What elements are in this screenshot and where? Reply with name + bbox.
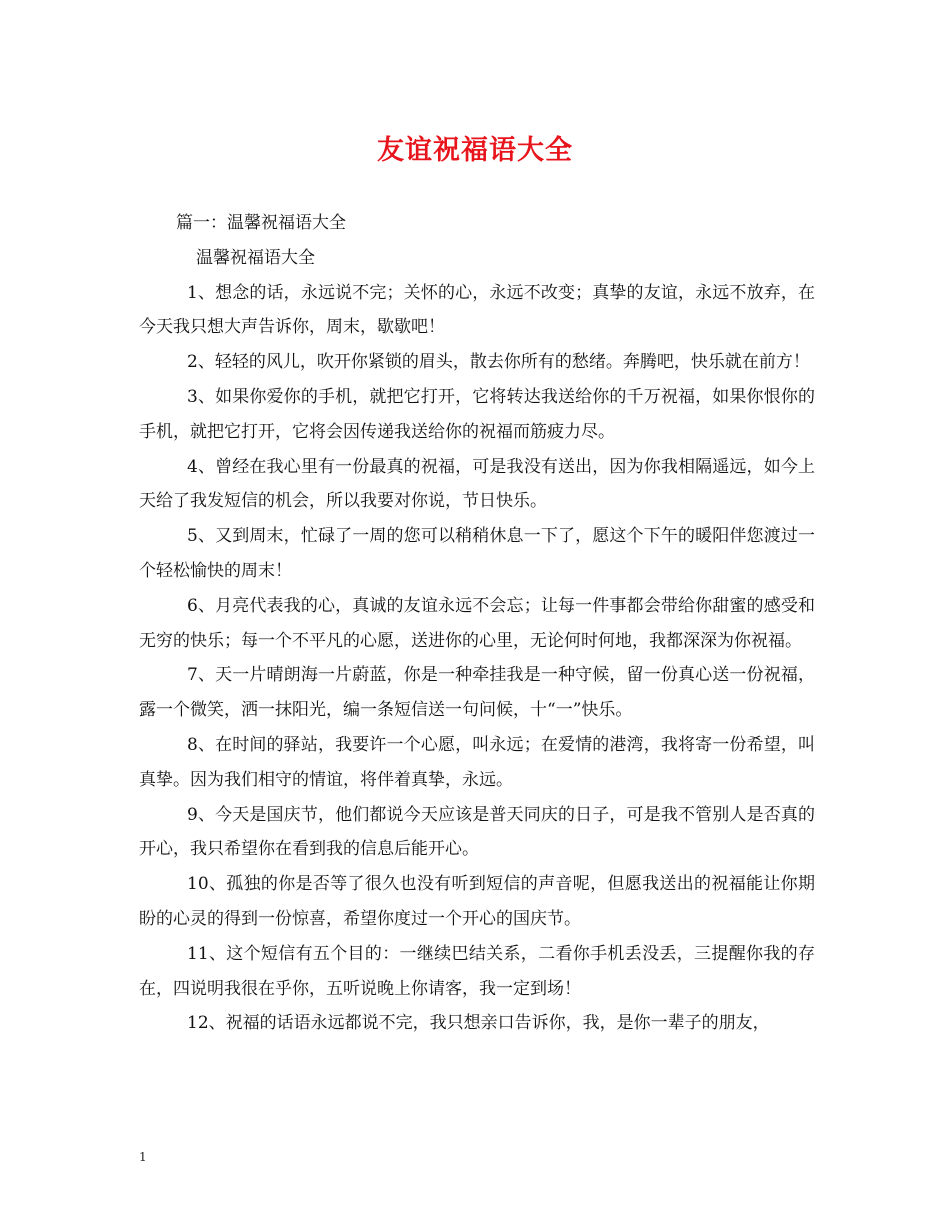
paragraph: 6、月亮代表我的心，真诚的友谊永远不会忘；让每一件事都会带给你甜蜜的感受和无穷的快乐；每一个不平凡的心愿，送进你的心里，无论何时何地，我都深深为你祝福。 bbox=[139, 595, 815, 651]
paragraph: 2、轻轻的风儿，吹开你紧锁的眉头，散去你所有的愁绪。奔腾吧，快乐就在前方！ bbox=[187, 352, 810, 373]
subheading: 温馨祝福语大全 bbox=[196, 247, 315, 268]
paragraph: 12、祝福的话语永远都说不完，我只想亲口告诉你，我，是你一辈子的朋友， bbox=[187, 1013, 770, 1034]
document-title: 友谊祝福语大全 bbox=[377, 135, 573, 166]
paragraph: 11、这个短信有五个目的：一继续巴结关系，二看你手机丢没丢，三提醒你我的存在，四说明我很在乎你，五听说晚上你请客，我一定到场！ bbox=[139, 943, 815, 999]
page-number: 1 bbox=[139, 1150, 147, 1164]
paragraph: 7、天一片晴朗海一片蔚蓝，你是一种牵挂我是一种守候，留一份真心送一份祝福，露一个微笑，洒一抹阳光，编一条短信送一句问候，十“一”快乐。 bbox=[139, 665, 815, 721]
section-heading: 篇一：温馨祝福语大全 bbox=[176, 213, 346, 233]
document-body bbox=[139, 206, 815, 1041]
paragraph: 5、又到周末，忙碌了一周的您可以稍稍休息一下了，愿这个下午的暖阳伴您渡过一个轻松愉快的周末！ bbox=[139, 526, 815, 581]
paragraph: 3、如果你爱你的手机，就把它打开，它将转达我送给你的千万祝福，如果你恨你的手机，就把它打开，它将会因传递我送给你的祝福而筋疲力尽。 bbox=[139, 386, 815, 442]
paragraph: 10、孤独的你是否等了很久也没有听到短信的声音呢，但愿我送出的祝福能让你期盼的心灵的得到一份惊喜，希望你度过一个开心的国庆节。 bbox=[139, 874, 815, 929]
paragraph: 4、曾经在我心里有一份最真的祝福，可是我没有送出，因为你我相隔遥远，如今上天给了我发短信的机会，所以我要对你说，节日快乐。 bbox=[139, 456, 815, 512]
paragraph: 8、在时间的驿站，我要许一个心愿，叫永远；在爱情的港湾，我将寄一份希望，叫真挚。因为我们相守的情谊，将伴着真挚，永远。 bbox=[139, 734, 815, 790]
paragraph: 1、想念的话，永远说不完；关怀的心，永远不改变；真挚的友谊，永远不放弃，在今天我只想大声告诉你，周末，歇歇吧！ bbox=[139, 282, 815, 338]
paragraph: 9、今天是国庆节，他们都说今天应该是普天同庆的日子，可是我不管别人是否真的开心，我只希望你在看到我的信息后能开心。 bbox=[139, 804, 815, 860]
